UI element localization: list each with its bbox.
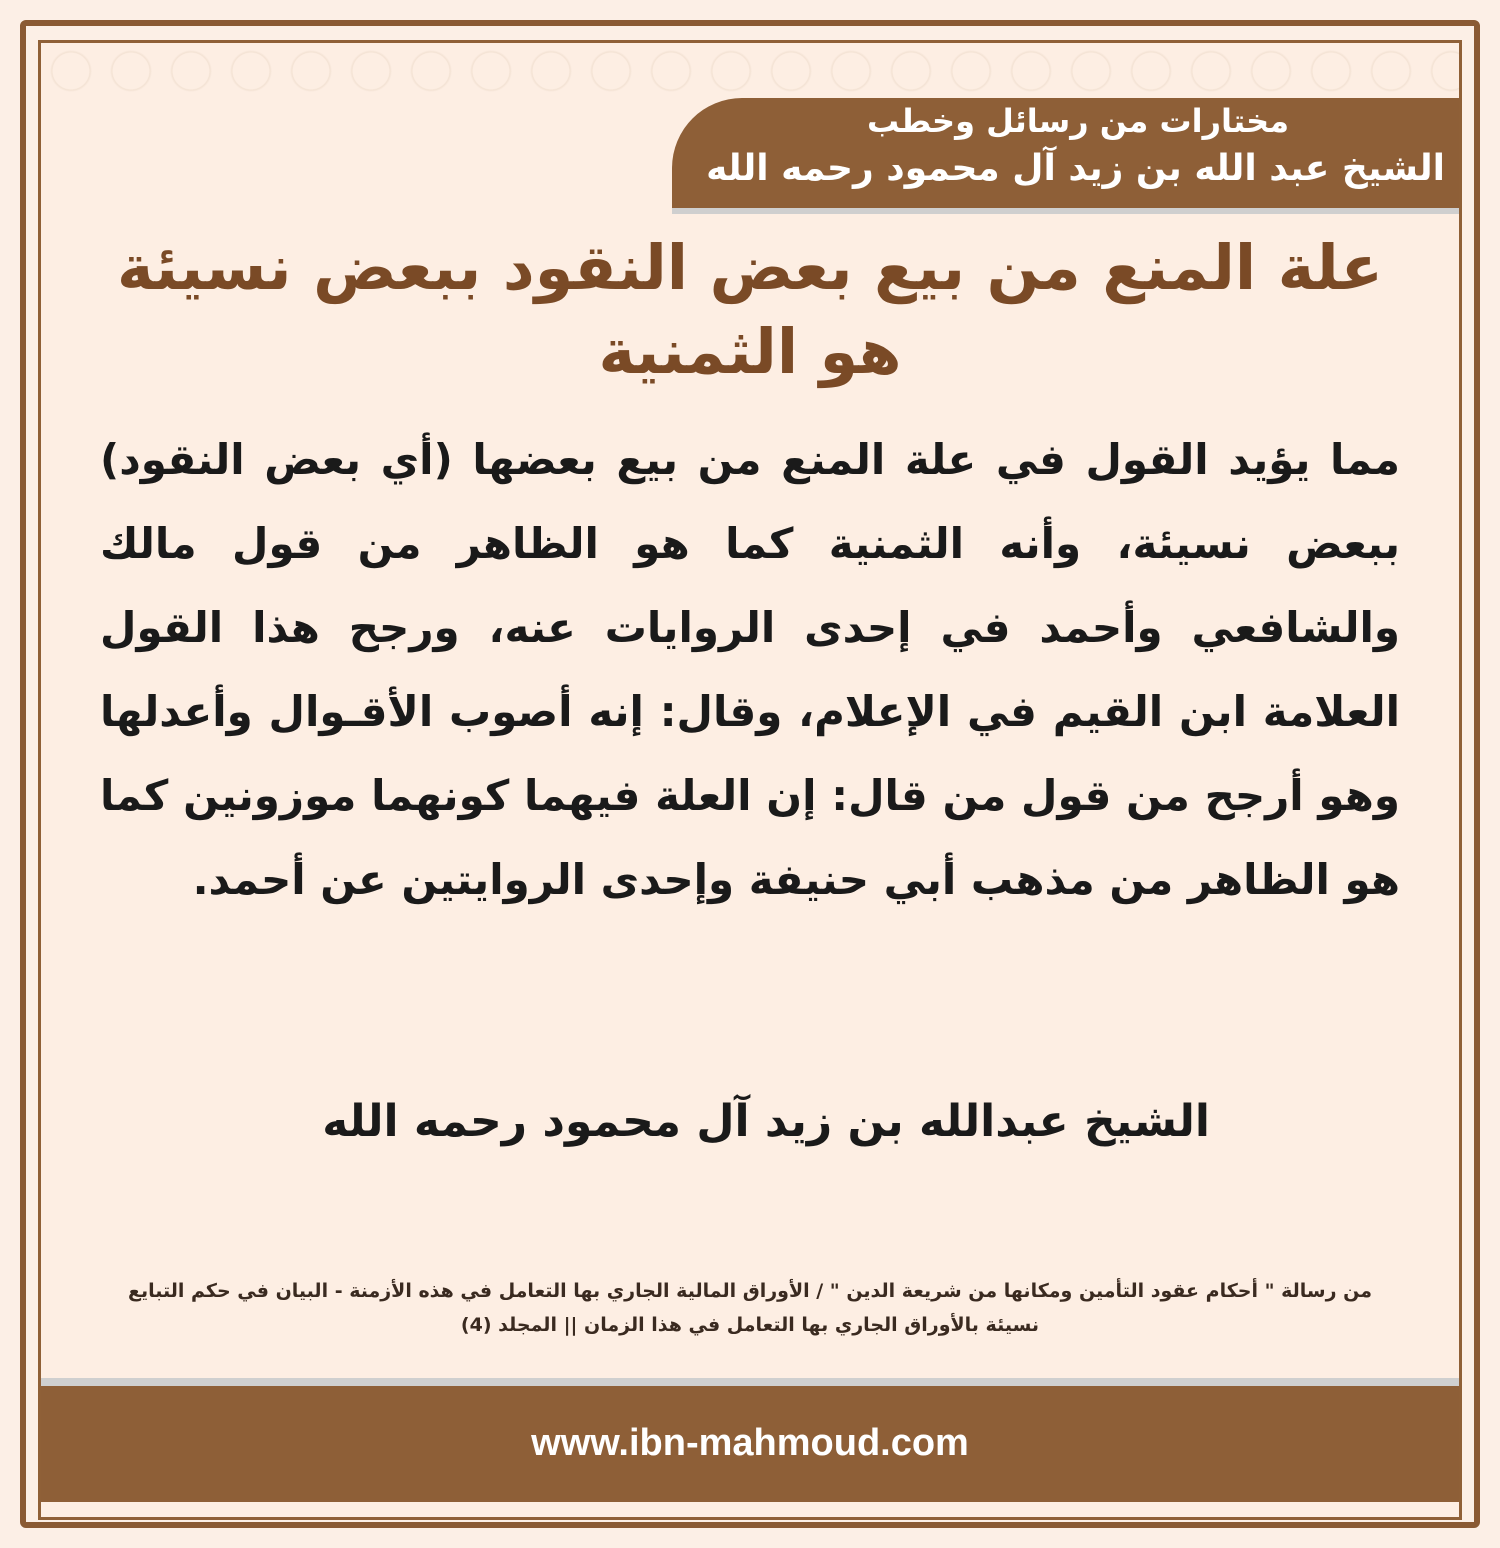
decorative-pattern <box>41 43 1459 98</box>
footer-banner <box>41 1386 1459 1502</box>
author-signature: الشيخ عبدالله بن زيد آل محمود رحمه الله <box>322 1096 1210 1147</box>
footer-divider <box>41 1378 1459 1386</box>
page-title: علة المنع من بيع بعض النقود ببعض نسيئة هو الثمنية <box>116 231 1383 388</box>
series-title: مختارات من رسائل وخطب <box>866 102 1289 140</box>
header-banner <box>672 98 1459 208</box>
quote-body: مما يؤيد القول في علة المنع من بيع بعضها (أي بعض النقود) ببعض نسيئة، وأنه الثمنية كما هو الظاهر من قول مالك والشافعي وأحمد في إحدى الروايات عنه، ورجح هذا القول العلامة ابن القيم في الإعلام، وقال: إنه أصوب الأقـوال وأعدلها وهو أرجح من قول من قال: إن العلة فيهما كونهما موزونين كما هو الظاهر من مذهب أبي حنيفة وإحدى الروايتين عن أحمد. <box>100 435 1400 904</box>
series-author: الشيخ عبد الله بن زيد آل محمود رحمه الله <box>706 148 1445 189</box>
source-citation: من رسالة " أحكام عقود التأمين ومكانها من شريعة الدين " / الأوراق المالية الجاري بها التعامل في هذه الأزمنة - البيان في حكم التبايع نسيئة بالأوراق الجاري بها التعامل في هذا الزمان || المجلد (4) <box>128 1280 1372 1336</box>
website-link[interactable]: www.ibn-mahmoud.com <box>531 1422 969 1464</box>
